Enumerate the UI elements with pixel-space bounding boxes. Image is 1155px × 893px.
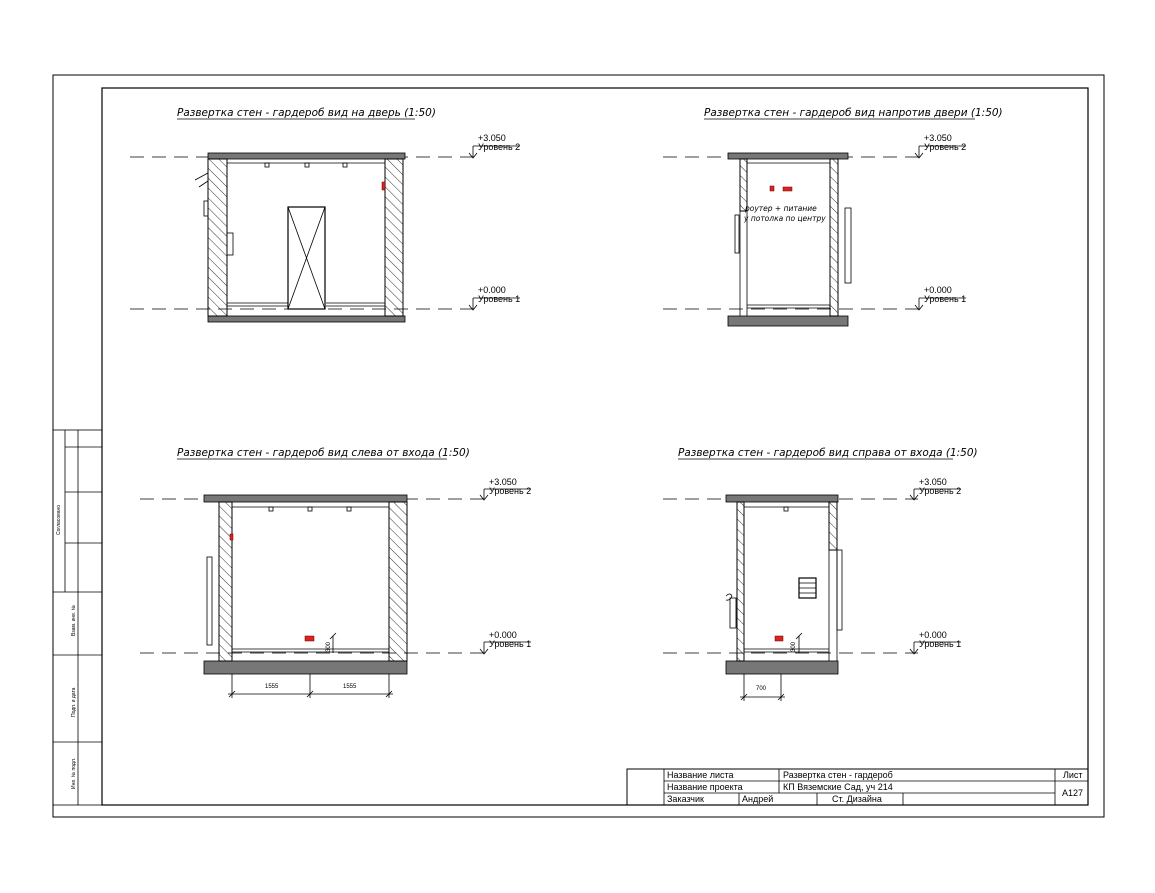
view-title: Развертка стен - гардероб вид на дверь (1:50) [177,107,436,119]
stamp-replaced-label: Взам. инв. № [71,605,77,636]
level-value: +3.050 [919,477,947,487]
level-name: Уровень 1 [924,294,967,304]
customer-label: Заказчик [667,794,704,804]
level-name: Уровень 2 [924,142,967,152]
router-note-line2: у потолка по центру [744,214,826,223]
level-name: Уровень 2 [489,486,532,496]
title-block [627,769,1088,805]
level-marker-v1-bottom [469,285,520,310]
level-value: +0.000 [489,630,517,640]
level-marker-v3-bottom [480,630,531,654]
sheet-number: A127 [1062,788,1084,798]
project-label: Название проекта [667,782,743,792]
stamp-signature-label: Подп. и дата [71,687,77,717]
stamp-agreed-label: Согласовано [56,504,62,535]
level-marker-v2-bottom [915,285,966,310]
level-value: +3.050 [489,477,517,487]
dim-left-span: 1555 [265,684,279,690]
sheet-name-value: Развертка стен - гардероб [783,770,893,780]
level-name: Уровень 1 [919,639,962,649]
view-door-elevation [130,107,480,322]
customer-value: Андрей [742,794,774,804]
level-name: Уровень 2 [919,486,962,496]
level-marker-v2-top [915,133,966,158]
view-title: Развертка стен - гардероб вид справа от входа (1:50) [678,447,978,459]
project-value: КП Вяземские Сад, уч 214 [783,782,893,792]
level-name: Уровень 1 [489,639,532,649]
level-value: +0.000 [924,285,952,295]
dim-right-span: 1555 [343,684,357,690]
level-marker-v4-bottom [910,630,961,654]
view-left-of-entrance-elevation [140,447,488,698]
designer-label: Ст. Дизайна [832,794,882,804]
view-title: Развертка стен - гардероб вид напротив двери (1:50) [704,107,1003,119]
level-value: +0.000 [478,285,506,295]
sheet-label: Лист [1063,770,1083,780]
dim-width: 700 [756,686,767,692]
level-name: Уровень 1 [478,294,521,304]
level-marker-v4-top [910,477,961,500]
level-value: +0.000 [919,630,947,640]
level-marker-v1-top [469,133,520,158]
side-stamp [53,430,102,805]
view-title: Развертка стен - гардероб вид слева от входа (1:50) [177,447,470,459]
dim-height: 300 [326,641,332,652]
level-value: +3.050 [924,133,952,143]
level-value: +3.050 [478,133,506,143]
router-note-line1: роутер + питание [745,204,817,213]
dim-height: 300 [791,641,797,652]
level-name: Уровень 2 [478,142,521,152]
level-marker-v3-top [480,477,531,500]
sheet-name-label: Название листа [667,770,734,780]
stamp-original-label: Инв. № подл. [71,757,77,789]
